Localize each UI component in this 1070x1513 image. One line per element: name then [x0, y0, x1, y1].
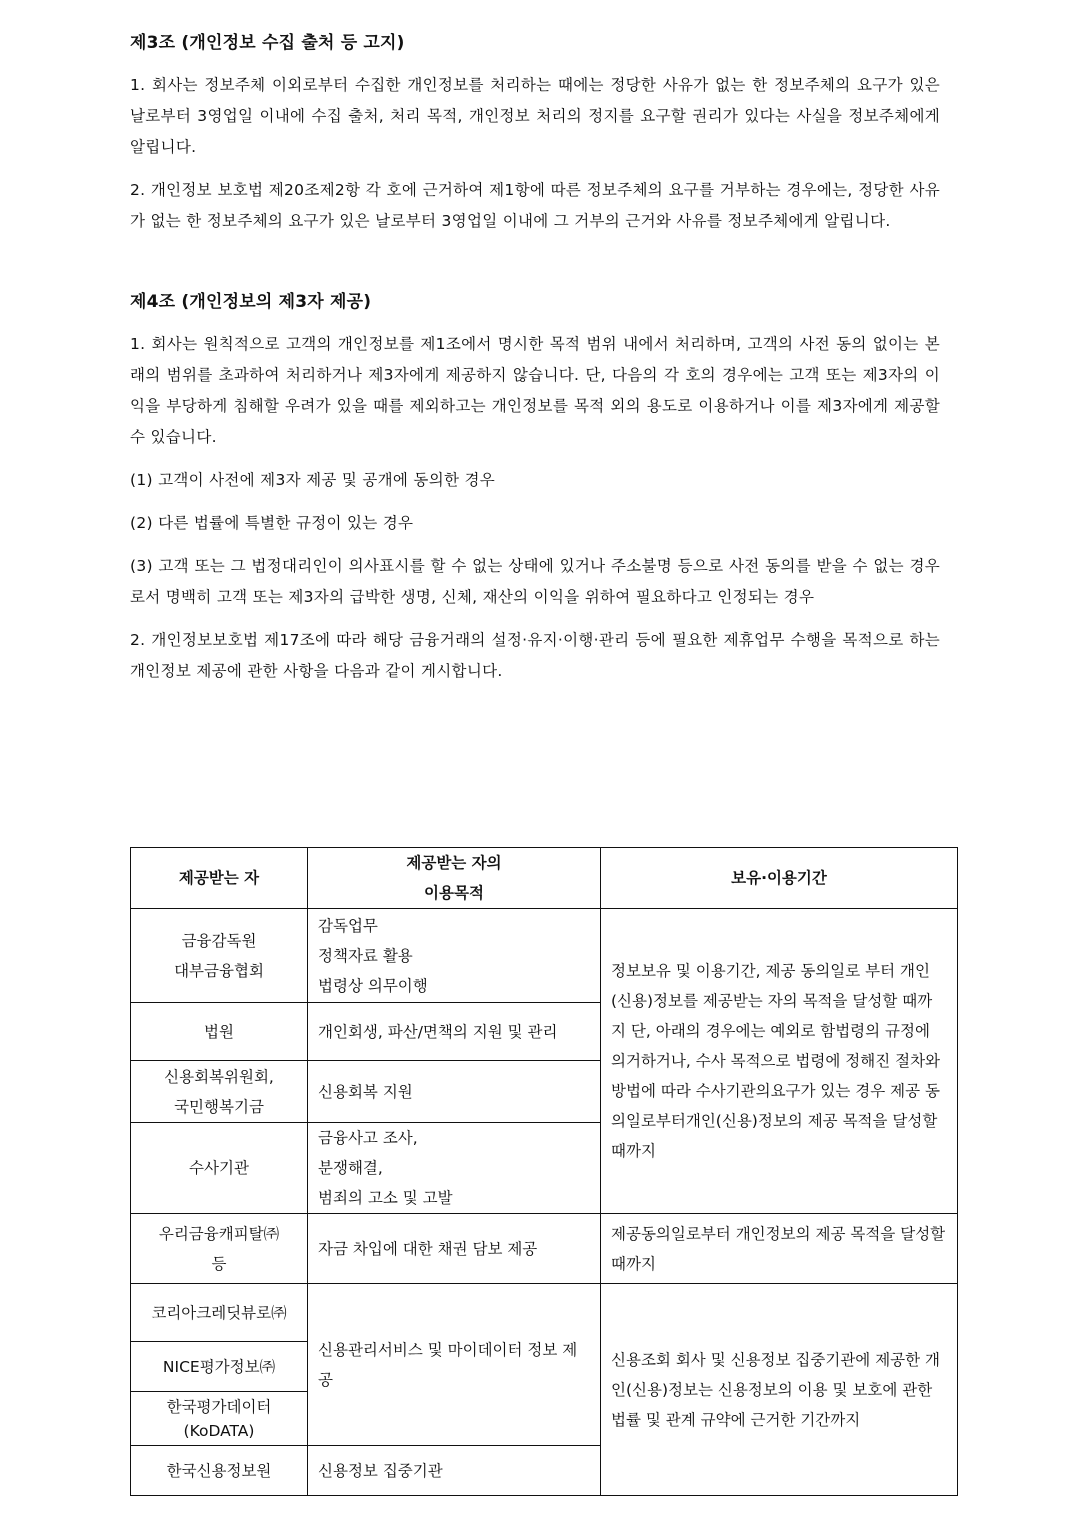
purpose-cell: 신용정보 집중기관 — [308, 1446, 601, 1496]
recipient-cell — [131, 1061, 308, 1123]
period-cell: 제공동의일로부터 개인정보의 제공 목적을 달성할때까지 — [601, 1214, 958, 1284]
header-recipient: 제공받는 자 — [131, 848, 308, 909]
purpose-cell: 개인회생, 파산/면책의 지원 및 관리 — [308, 1003, 601, 1061]
purpose-text: 분쟁해결, — [318, 1159, 383, 1177]
recipient-cell — [131, 909, 308, 1003]
table-header-row — [131, 848, 958, 909]
recipient-name: (KoDATA) — [183, 1421, 255, 1440]
purpose-cell-merged: 신용관리서비스 및 마이데이터 정보 제공 — [308, 1284, 601, 1446]
document-body — [130, 28, 940, 687]
purpose-cell — [308, 1123, 601, 1214]
header-purpose — [308, 848, 601, 909]
section4-item-3: (3) 고객 또는 그 법정대리인이 의사표시를 할 수 없는 상태에 있거나 주소불명 등으로 사전 동의를 받을 수 없는 경우로서 명백히 고객 또는 제3자의 급박한 생명, 신체, 재산의 이익을 위하여 필요하다고 인정되는 경우 — [130, 557, 940, 606]
recipient-name: 우리금융캐피탈㈜ — [158, 1224, 280, 1243]
recipient-cell — [131, 1214, 308, 1284]
recipient-name: 대부금융협회 — [174, 961, 264, 980]
purpose-cell: 자금 차입에 대한 채권 담보 제공 — [308, 1214, 601, 1284]
header-purpose-line2: 이용목적 — [424, 884, 484, 902]
table-row — [131, 1284, 958, 1342]
header-period: 보유·이용기간 — [601, 848, 958, 909]
purpose-cell — [308, 909, 601, 1003]
recipient-name: 금융감독원 — [181, 931, 257, 950]
table-row — [131, 1214, 958, 1284]
recipient-cell — [131, 1392, 308, 1446]
purpose-text: 정책자료 활용 — [318, 946, 413, 965]
section4-paragraph-2: 2. 개인정보보호법 제17조에 따라 해당 금융거래의 설정·유지·이행·관리 등에 필요한 제휴업무 수행을 목적으로 하는 개인정보 제공에 관한 사항을 다음과 같이 게시합니다. — [130, 631, 940, 680]
recipient-name: 국민행복기금 — [174, 1097, 264, 1116]
recipient-name: 한국평가데이터 — [166, 1397, 272, 1416]
recipient-name: 신용회복위원회, — [164, 1067, 274, 1086]
third-party-provision-table — [130, 847, 958, 1496]
period-cell-merged: 신용조회 회사 및 신용정보 집중기관에 제공한 개인(신용)정보는 신용정보의 이용 및 보호에 관한 법률 및 관계 규약에 근거한 기간까지 — [601, 1284, 958, 1496]
purpose-text: 범죄의 고소 및 고발 — [318, 1189, 453, 1207]
recipient-name: 등 — [211, 1254, 227, 1273]
purpose-text: 법령상 의무이행 — [318, 976, 428, 995]
section4-paragraph-1: 1. 회사는 원칙적으로 고객의 개인정보를 제1조에서 명시한 목적 범위 내에서 처리하며, 고객의 사전 동의 없이는 본래의 범위를 초과하여 처리하거나 제3자에게 제공하지 않습니다. 단, 다음의 각 호의 경우에는 고객 또는 제3자의 이익을 부당하게 침해할 우려가 있을 때를 제외하고는 개인정보를 목적 외의 용도로 이용하거나 이를 제3자에게 제공할 수 있습니다. — [130, 335, 940, 446]
header-purpose-line1: 제공받는 자의 — [406, 854, 502, 872]
purpose-cell: 신용회복 지원 — [308, 1061, 601, 1123]
recipient-cell: 법원 — [131, 1003, 308, 1061]
period-cell-merged: 정보보유 및 이용기간, 제공 동의일로 부터 개인(신용)정보를 제공받는 자의 목적을 달성할 때까지 단, 아래의 경우에는 예외로 함법령의 규정에 의거하거나, 수사 목적으로 법령에 정해진 절차와 방법에 따라 수사기관의요구가 있는 경우 제공 동의일로부터개인(신용)정보의 제공 목적을 달성할때까지 — [601, 909, 958, 1214]
table-row — [131, 909, 958, 1003]
recipient-cell: 한국신용정보원 — [131, 1446, 308, 1496]
section3-paragraph-1: 1. 회사는 정보주체 이외로부터 수집한 개인정보를 처리하는 때에는 정당한 사유가 없는 한 정보주체의 요구가 있은 날로부터 3영업일 이내에 수집 출처, 처리 목적, 개인정보 처리의 정지를 요구할 권리가 있다는 사실을 정보주체에게 알립니다. — [130, 76, 940, 156]
purpose-text: 금융사고 조사, — [318, 1129, 418, 1147]
section4-item-2: (2) 다른 법률에 특별한 규정이 있는 경우 — [130, 514, 414, 532]
purpose-text: 감독업무 — [318, 916, 378, 935]
recipient-cell: 코리아크레딧뷰로㈜ — [131, 1284, 308, 1342]
section3-paragraph-2: 2. 개인정보 보호법 제20조제2항 각 호에 근거하여 제1항에 따른 정보주체의 요구를 거부하는 경우에는, 정당한 사유가 없는 한 정보주체의 요구가 있은 날로부터 3영업일 이내에 그 거부의 근거와 사유를 정보주체에게 알립니다. — [130, 181, 940, 230]
section3-title: 제3조 (개인정보 수집 출처 등 고지) — [130, 33, 405, 53]
section4-title: 제4조 (개인정보의 제3자 제공) — [130, 292, 372, 312]
recipient-cell: NICE평가정보㈜ — [131, 1342, 308, 1392]
recipient-cell: 수사기관 — [131, 1123, 308, 1214]
section4-item-1: (1) 고객이 사전에 제3자 제공 및 공개에 동의한 경우 — [130, 471, 496, 489]
